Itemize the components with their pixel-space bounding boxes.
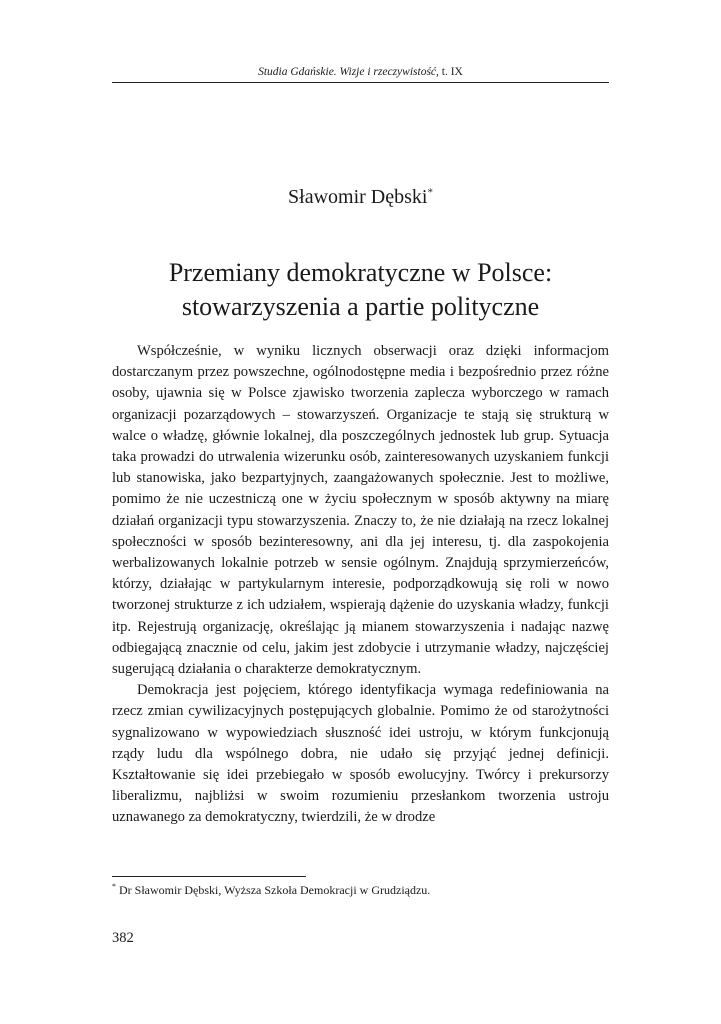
article-title — [112, 256, 609, 324]
running-head — [112, 66, 609, 83]
page-number: 382 — [112, 930, 134, 946]
footnote-divider — [112, 876, 306, 877]
footnote-marker: * — [112, 882, 116, 891]
article-body — [112, 341, 609, 829]
journal-volume: t. IX — [441, 66, 463, 78]
paragraph: Współcześnie, w wyniku licznych obserwacji oraz dzięki informacjom dostarczanym przez powszechne, ogólnodostępne media i bezpośrednio przez różne osoby, ujawnia się w Polsce zjawisko tworzenia zaplecza wyborczego w ramach organizacji pozarządowych – stowarzyszeń. Organizacje te stają się strukturą w walce o władzę, głównie lokalnej, dla poszczególnych jednostek lub grup. Sytuacja taka prowadzi do utrwalenia wizerunku osób, zainteresowanych uzyskaniem funkcji lub stanowiska, jako bezpartyjnych, zaangażowanych społecznie. Jest to możliwe, pomimo że nie uczestniczą one w życiu społecznym w sposób aktywny na miarę działań organizacji typu stowarzyszenia. Znaczy to, że nie działają na rzecz lokalnej społeczności w sposób bezinteresowny, ani dla jej interesu, tj. dla zaspokojenia werbalizowanych lokalnie potrzeb w sensie ogólnym. Znajdują sprzymierzeńców, którzy, działając w partykularnym interesie, podporządkowują się roli w nowo tworzonej strukturze z ich udziałem, wspierają dążenie do uzyskania władzy, funkcji itp. Rejestrują organizację, określając ją mianem stowarzyszenia i nadając nazwę odbiegającą znacznie od celu, jakim jest zdobycie i utrzymanie władzy, najczęściej sugerującą działania o charakterze demokratycznym. — [112, 343, 609, 678]
title-line-1: Przemiany demokratyczne w Polsce: — [168, 258, 553, 287]
author-name — [112, 186, 609, 209]
footnote — [112, 882, 609, 898]
author-name-text: Sławomir Dębski — [288, 186, 428, 208]
author-footnote-marker[interactable]: * — [427, 186, 433, 199]
footnote-text: Dr Sławomir Dębski, Wyższa Szkoła Demokracji w Grudziądzu. — [119, 883, 431, 897]
title-line-2: stowarzyszenia a partie polityczne — [181, 292, 540, 321]
journal-name: Studia Gdańskie. Wizje i rzeczywistość, — [258, 66, 439, 78]
paragraph: Demokracja jest pojęciem, którego identyfikacja wymaga redefiniowania na rzecz zmian cywilizacyjnych postępujących globalnie. Pomimo że od starożytności sygnalizowano w wypowiedziach słuszność idei ustroju, w którym funkcjonują rządy ludu dla wspólnego dobra, nie udało się przyjąć jednej definicji. Kształtowanie się idei przebiegało w sposób ewolucyjny. Twórcy i prekursorzy liberalizmu, najbliżsi w swoim rozumieniu przesłankom tworzenia ustroju uznawanego za demokratyczny, twierdzili, że w drodze — [112, 682, 609, 826]
